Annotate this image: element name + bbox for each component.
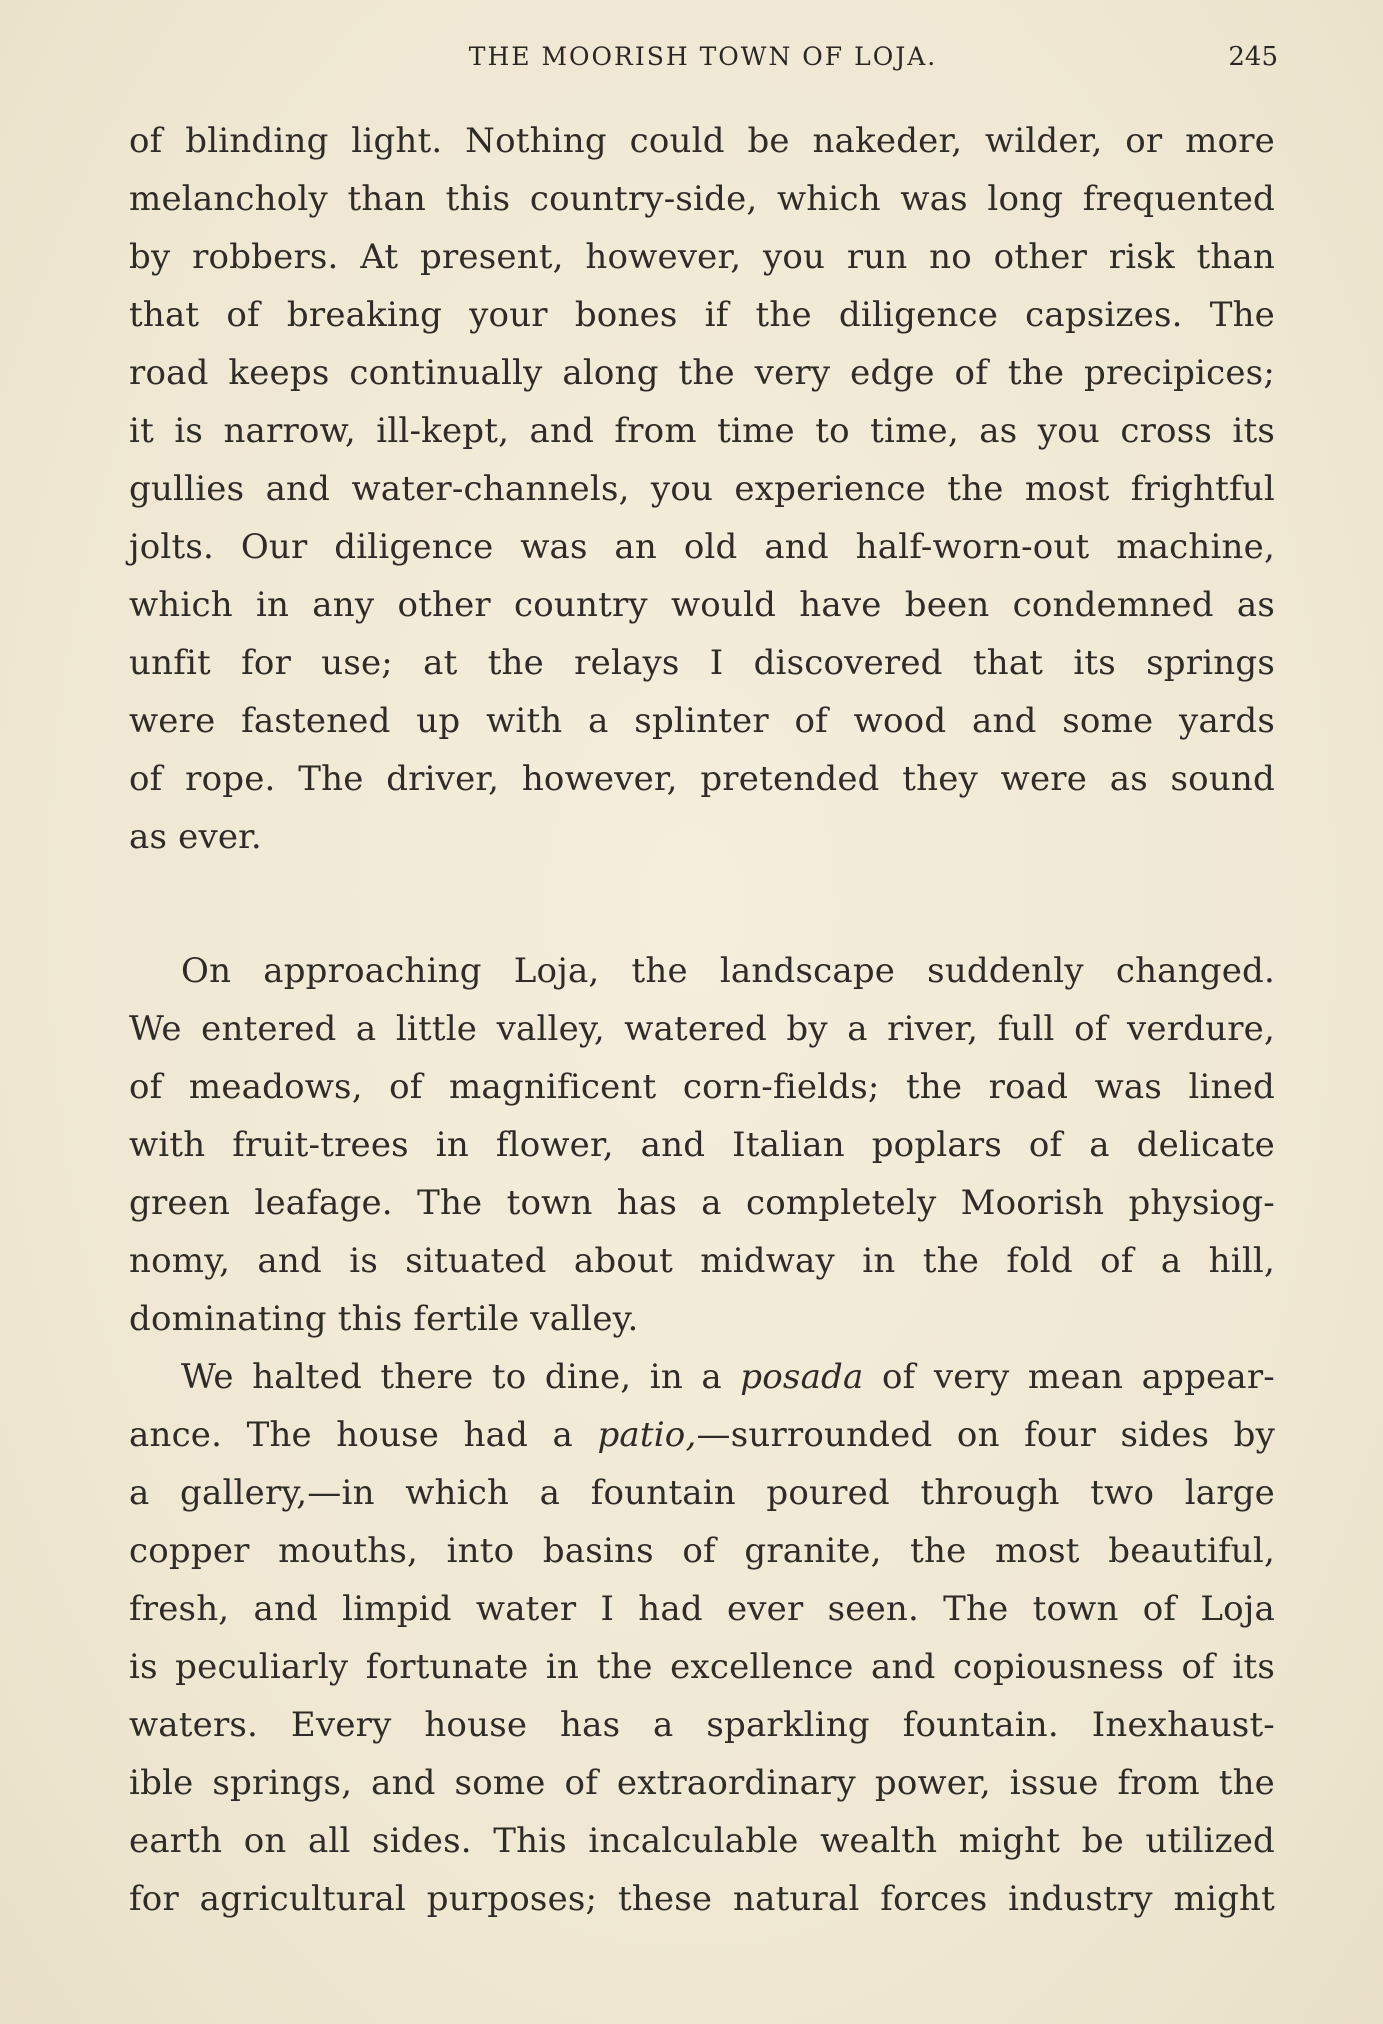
paragraph-2 bbox=[129, 942, 1275, 1348]
text-line: of blinding light. Nothing could be nakeder, wilder, or more bbox=[129, 121, 1275, 161]
italic-word-patio: patio, bbox=[597, 1415, 697, 1455]
text-line: is peculiarly fortunate in the excellence and copiousness of its bbox=[129, 1647, 1275, 1687]
text-line: jolts. Our diligence was an old and half-worn-out machine, bbox=[129, 527, 1275, 567]
paragraph-3 bbox=[129, 1348, 1275, 1928]
text-line: earth on all sides. This incalculable wealth might be utilized bbox=[129, 1821, 1275, 1861]
text-run: We halted there to dine, in a bbox=[181, 1357, 741, 1397]
paragraph-gap bbox=[129, 866, 1275, 942]
text-line: We entered a little valley, watered by a river, full of verdure, bbox=[129, 1009, 1275, 1049]
running-title: THE MOORISH TOWN OF LOJA. bbox=[468, 42, 938, 71]
italic-word-posada: posada bbox=[740, 1357, 864, 1397]
text-line: unfit for use; at the relays I discovered that its springs bbox=[129, 643, 1275, 683]
text-run: —surrounded on four sides by bbox=[696, 1415, 1275, 1455]
text-line: copper mouths, into basins of granite, the most beautiful, bbox=[129, 1531, 1275, 1571]
text-line: it is narrow, ill-kept, and from time to time, as you cross its bbox=[129, 411, 1275, 451]
text-line: that of breaking your bones if the diligence capsizes. The bbox=[129, 295, 1275, 335]
text-line: nomy, and is situated about midway in the fold of a hill, bbox=[129, 1241, 1275, 1281]
text-line: of meadows, of magnificent corn-fields; the road was lined bbox=[129, 1067, 1275, 1107]
text-line: ible springs, and some of extraordinary power, issue from the bbox=[129, 1763, 1275, 1803]
text-line: waters. Every house has a sparkling fountain. Inexhaust- bbox=[129, 1705, 1275, 1745]
text-line: as ever. bbox=[129, 817, 262, 857]
text-line: On approaching Loja, the landscape suddenly changed. bbox=[181, 951, 1275, 991]
text-line: of rope. The driver, however, pretended they were as sound bbox=[129, 759, 1275, 799]
text-line: with fruit-trees in flower, and Italian poplars of a delicate bbox=[129, 1125, 1275, 1165]
text-line: for agricultural purposes; these natural forces industry might bbox=[129, 1879, 1275, 1919]
text-line: dominating this fertile valley. bbox=[129, 1299, 639, 1339]
text-line: fresh, and limpid water I had ever seen. The town of Loja bbox=[129, 1589, 1275, 1629]
text-line: gullies and water-channels, you experience the most frightful bbox=[129, 469, 1275, 509]
paragraph-1 bbox=[129, 112, 1275, 866]
text-run: of very mean appear- bbox=[863, 1357, 1275, 1397]
text-line bbox=[129, 1406, 1275, 1464]
text-line: a gallery,—in which a fountain poured through two large bbox=[129, 1473, 1275, 1513]
text-line: which in any other country would have been condemned as bbox=[129, 585, 1275, 625]
running-head bbox=[128, 38, 1278, 78]
page-number: 245 bbox=[1228, 42, 1278, 72]
text-line: green leafage. The town has a completely Moorish physiog- bbox=[129, 1183, 1275, 1223]
body-text bbox=[129, 112, 1275, 1928]
text-run: ance. The house had a bbox=[129, 1415, 598, 1455]
text-line: road keeps continually along the very edge of the precipices; bbox=[129, 353, 1275, 393]
text-line: by robbers. At present, however, you run no other risk than bbox=[129, 237, 1275, 277]
text-line: were fastened up with a splinter of wood and some yards bbox=[129, 701, 1275, 741]
text-line: melancholy than this country-side, which was long frequented bbox=[129, 179, 1275, 219]
text-line bbox=[129, 1348, 1275, 1406]
